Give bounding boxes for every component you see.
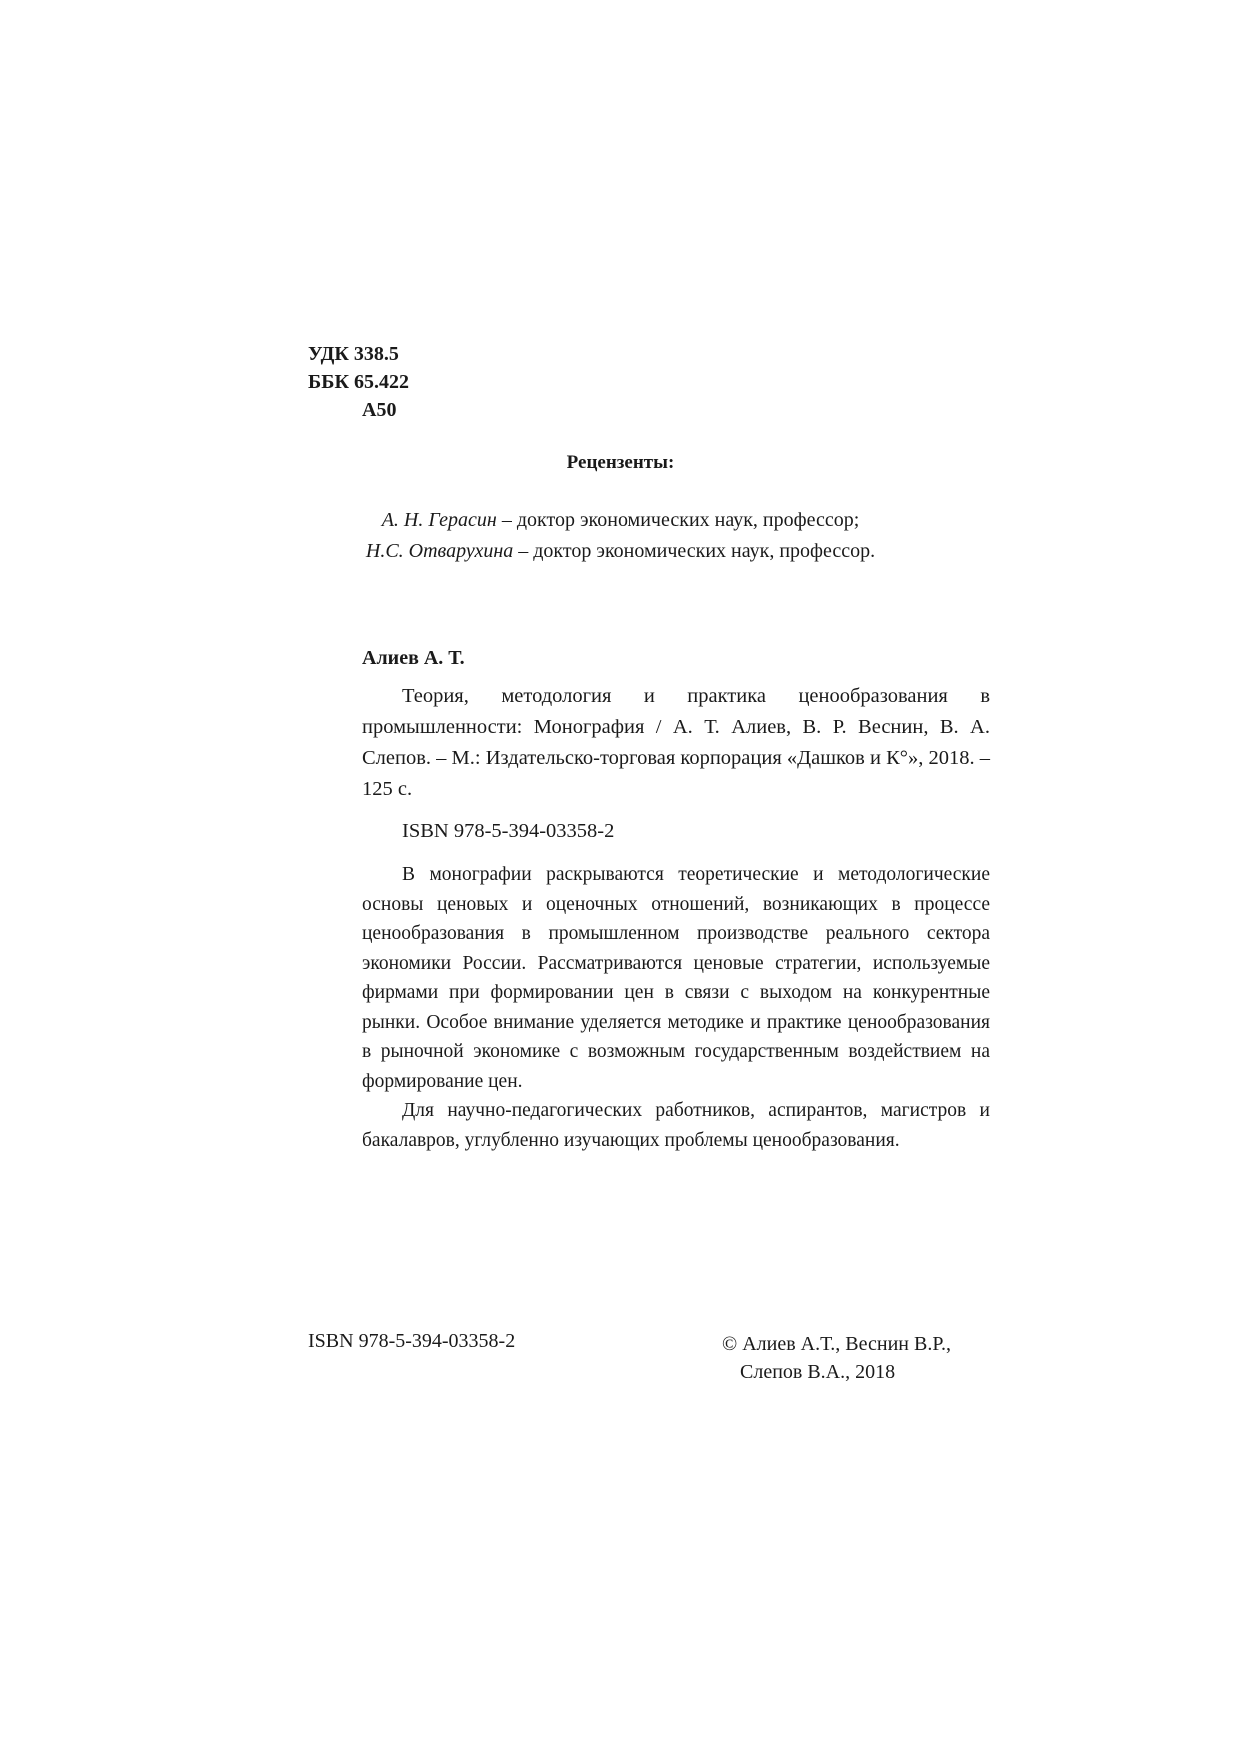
bibliographic-description: Теория, методология и практика ценообразования в промышленности: Монография / А. Т. Алиев, В. Р. Веснин, В. А. Слепов. – М.: Издательско-торговая корпорация «Дашков и К°», 2018. – 125 с. <box>362 685 990 800</box>
reviewer-name: А. Н. Герасин <box>381 509 497 531</box>
copyright-line: Слепов В.А., 2018 <box>740 1361 896 1383</box>
author-mark: А50 <box>362 399 397 421</box>
udk-code: УДК 338.5 <box>308 343 399 365</box>
footer-isbn: ISBN 978-5-394-03358-2 <box>308 1330 516 1352</box>
abstract-paragraph: В монографии раскрываются теоретические и методологические основы ценовых и оценочных отношений, возникающих в процессе ценообразования в промышленном производстве реального сектора экономики России. Рассматриваются ценовые стратегии, используемые фирмами при формировании цен в связи с выходом на конкурентные рынки. Особое внимание уделяется методике и практике ценообразования в рыночной экономике с возможным государственным воздействием на формирование цен. <box>362 864 990 1092</box>
reviewer-name: Н.С. Отварухина <box>365 540 514 562</box>
copyright <box>722 1330 951 1386</box>
reviewers-list <box>0 505 1241 567</box>
abstract-paragraph: Для научно-педагогических работников, аспирантов, магистров и бакалавров, углубленно изучающих проблемы ценообразования. <box>362 1100 990 1151</box>
reviewer-item <box>0 536 1241 567</box>
reviewer-desc: – доктор экономических наук, профессор. <box>513 540 876 562</box>
isbn: ISBN 978-5-394-03358-2 <box>402 820 615 842</box>
reviewer-desc: – доктор экономических наук, профессор; <box>496 509 860 531</box>
classification-codes <box>308 340 409 424</box>
copyright-line: © Алиев А.Т., Веснин В.Р., <box>722 1333 951 1355</box>
abstract <box>362 860 990 1155</box>
reviewer-item <box>0 505 1241 536</box>
bibliographic-record <box>362 647 990 1155</box>
bbk-code: ББК 65.422 <box>308 371 409 393</box>
author-heading: Алиев А. Т. <box>362 647 465 669</box>
reviewers-heading: Рецензенты: <box>566 452 675 473</box>
